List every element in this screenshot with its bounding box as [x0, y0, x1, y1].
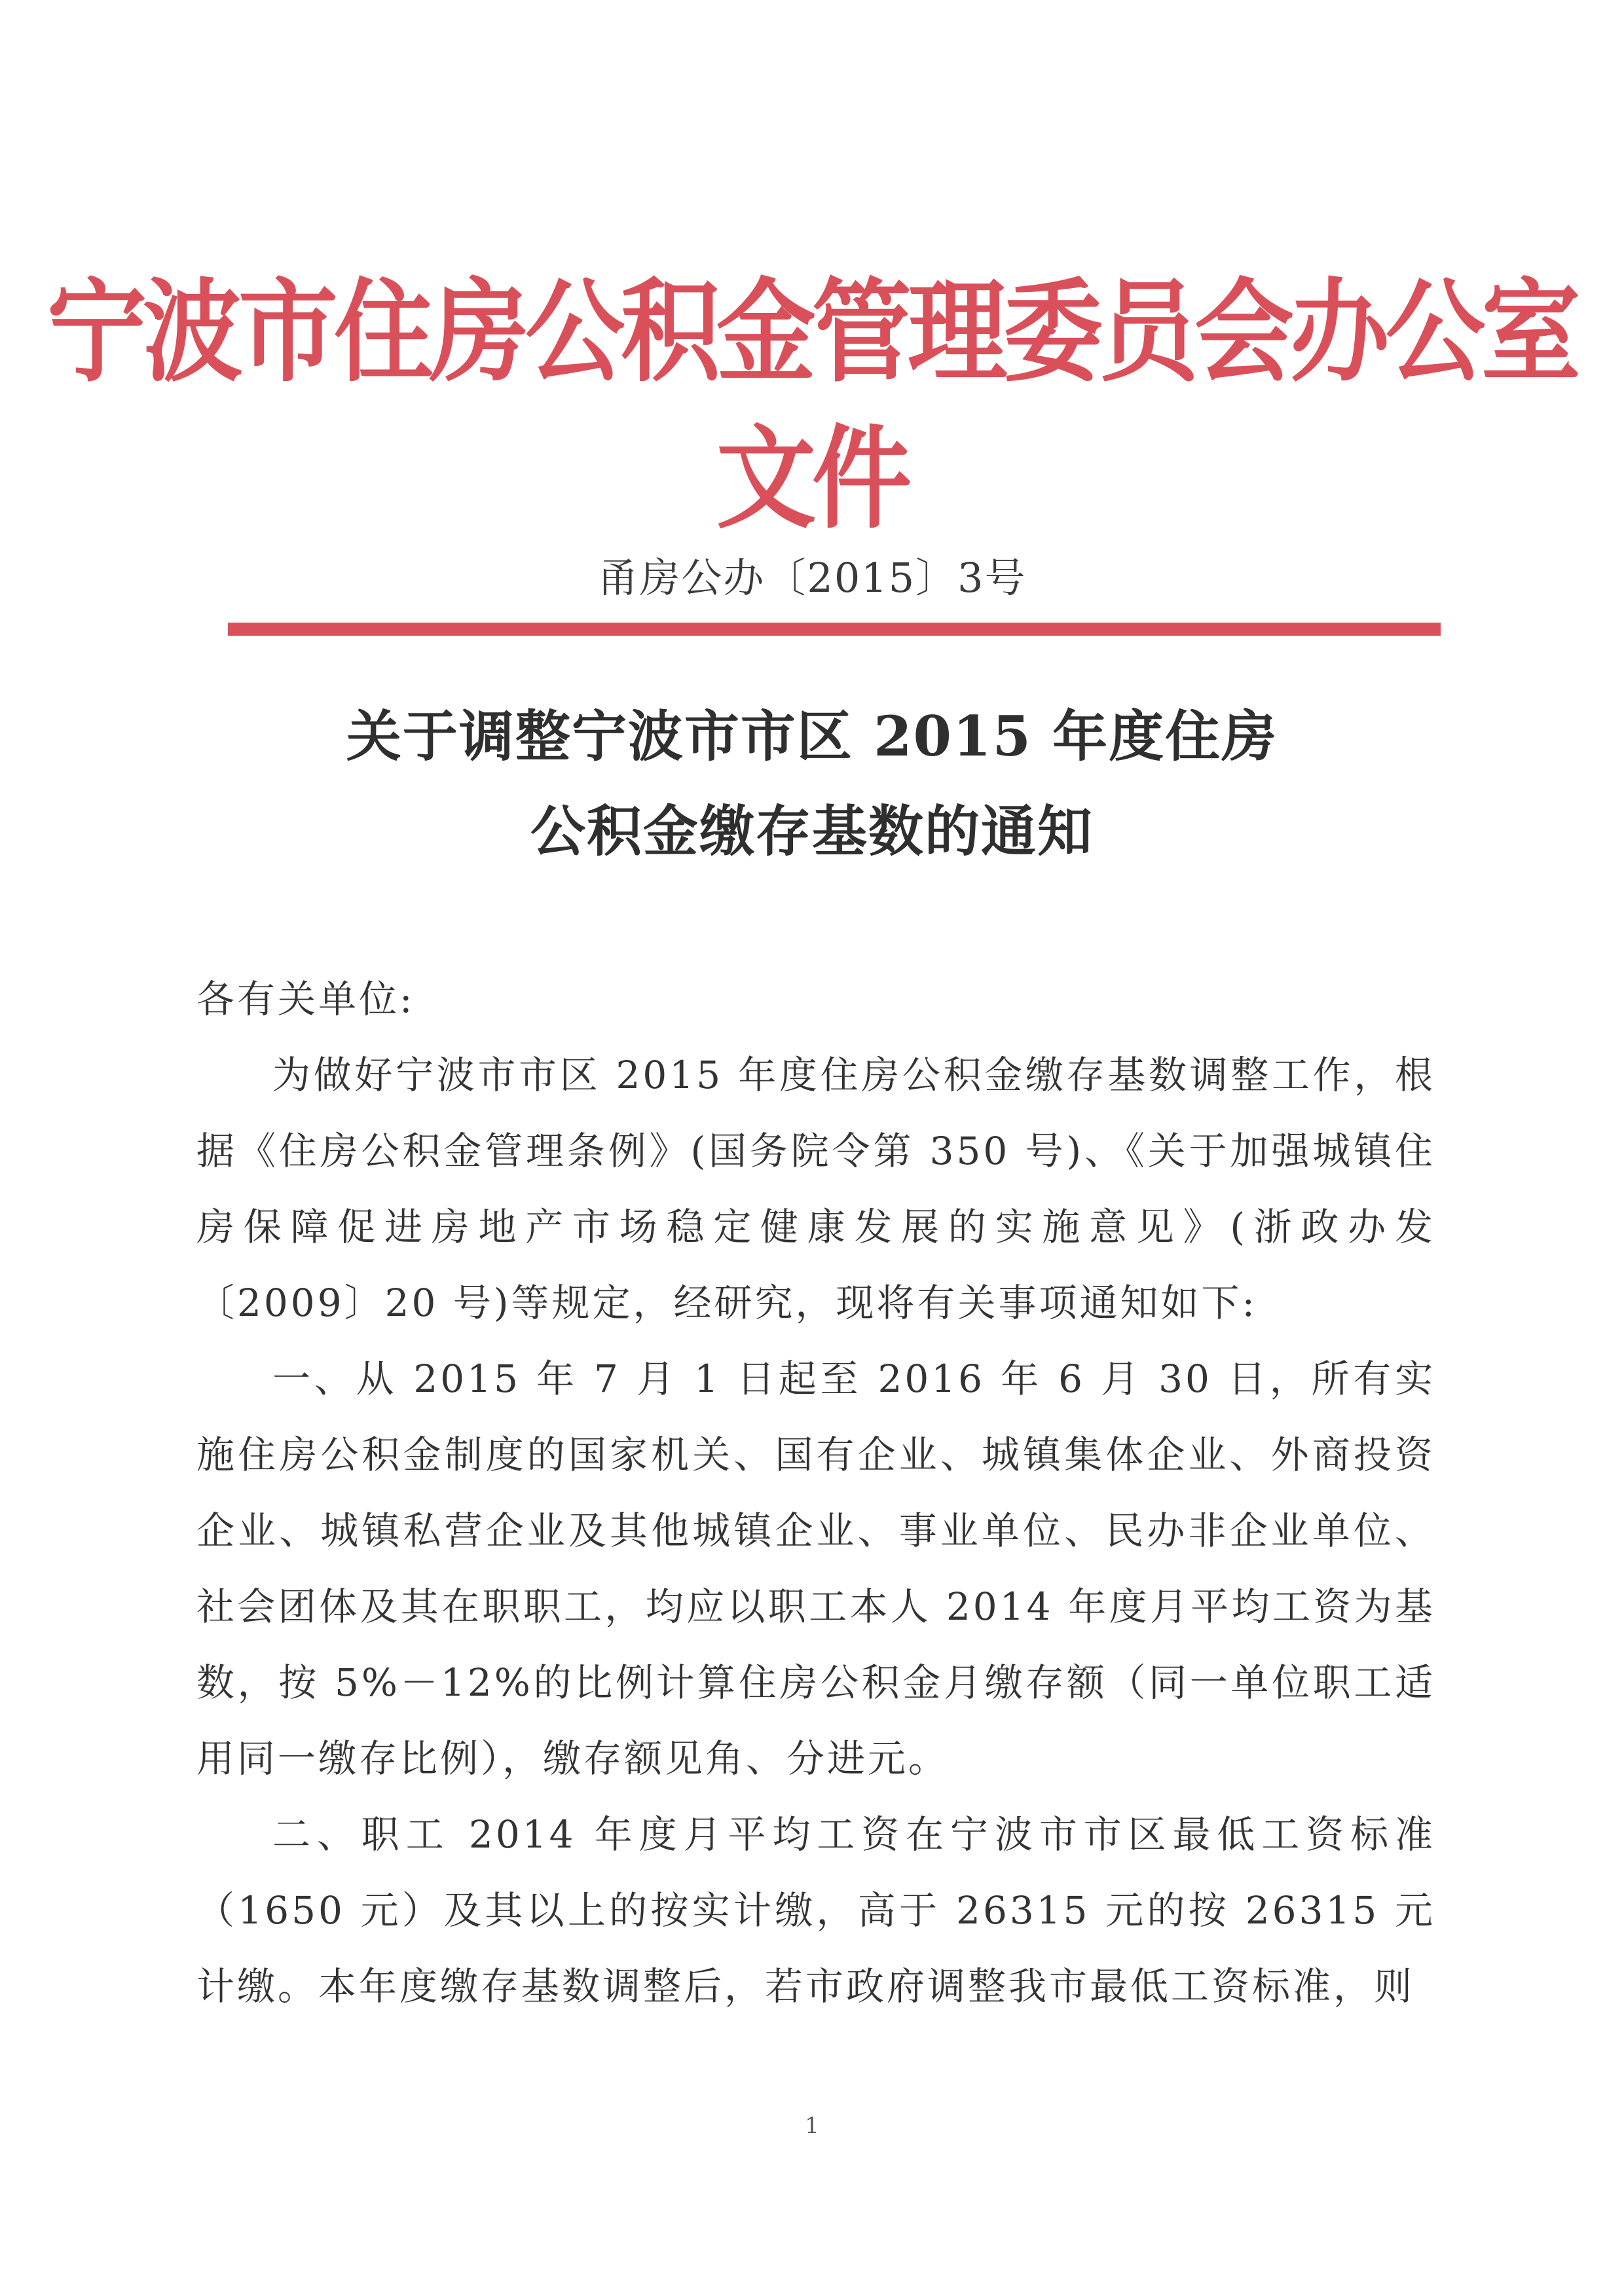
red-divider-rule: [228, 623, 1441, 636]
page-number: 1: [805, 2113, 819, 2139]
notice-title-line-1: 关于调整宁波市市区 2015 年度住房: [346, 704, 1278, 769]
notice-body: [196, 961, 1435, 2024]
paragraph-intro: 为做好宁波市市区 2015 年度住房公积金缴存基数调整工作，根据《住房公积金管理条例》(国务院令第 350 号)、《关于加强城镇住房保障促进房地产市场稳定健康发展的实施意见》(浙政办发〔2009〕20 号)等规定，经研究，现将有关事项通知如下:: [196, 1053, 1435, 1325]
salutation: 各有关单位:: [196, 977, 415, 1021]
masthead-title: 宁波市住房公积金管理委员会办公室文件: [47, 267, 1577, 544]
paragraph-item-1: 一、从 2015 年 7 月 1 日起至 2016 年 6 月 30 日，所有实施住房公积金制度的国家机关、国有企业、城镇集体企业、外商投资企业、城镇私营企业及其他城镇企业、事业单位、民办非企业单位、社会团体及其在职职工，均应以职工本人 2014 年度月平均工资为基数，按 5%－12%的比例计算住房公积金月缴存额（同一单位职工适用同一缴存比例），缴存额见角、分进元。: [196, 1357, 1435, 1781]
document-number: 甬房公办〔2015〕3号: [597, 554, 1027, 602]
paragraph-item-2: 二、职工 2014 年度月平均工资在宁波市市区最低工资标准（1650 元）及其以上的按实计缴，高于 26315 元的按 26315 元计缴。本年度缴存基数调整后，若市政府调整我市最低工资标准，则: [196, 1812, 1435, 2009]
notice-title-line-2: 公积金缴存基数的通知: [530, 799, 1094, 864]
